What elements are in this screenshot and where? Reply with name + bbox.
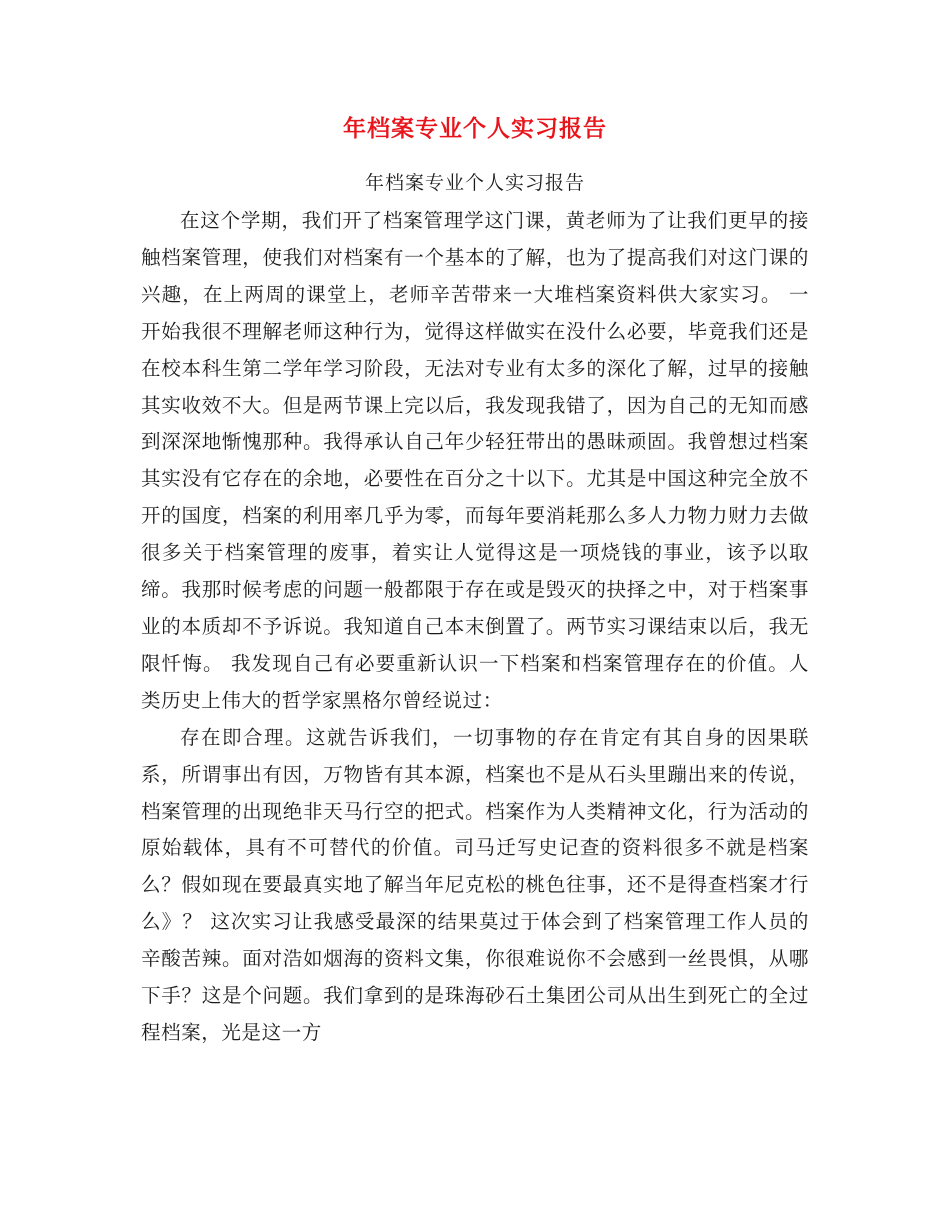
document-subtitle: 年档案专业个人实习报告 — [364, 172, 585, 194]
body-paragraph-2: 存在即合理。这就告诉我们，一切事物的存在肯定有其自身的因果联系，所谓事出有因，万物皆有其本源，档案也不是从石头里蹦出来的传说，档案管理的出现绝非天马行空的把式。档案作为人类精神文化，行为活动的原始载体，具有不可替代的价值。司马迁写史记查的资料很多不就是档案么？假如现在要最真实地了解当年尼克松的桃色往事，还不是得查档案才行么》？ 这次实习让我感受最深的结果莫过于体会到了档案管理工作人员的辛酸苦辣。面对浩如烟海的资料文集，你很难说你不会感到一丝畏惧，从哪下手？这是个问题。我们拿到的是珠海砂石土集团公司从出生到死亡的全过程档案，光是这一方 — [141, 725, 809, 1044]
body-paragraph-1: 在这个学期，我们开了档案管理学这门课，黄老师为了让我们更早的接触档案管理，使我们对档案有一个基本的了解，也为了提高我们对这门课的兴趣，在上两周的课堂上，老师辛苦带来一大堆档案资料供大家实习。 一开始我很不理解老师这种行为，觉得这样做实在没什么必要，毕竟我们还是在校本科生第二学年学习阶段，无法对专业有太多的深化了解，过早的接触其实收效不大。但是两节课上完以后，我发现我错了，因为自己的无知而感到深深地惭愧那种。我得承认自己年少轻狂带出的愚昧顽固。我曾想过档案其实没有它存在的余地，必要性在百分之十以下。尤其是中国这种完全放不开的国度，档案的利用率几乎为零，而每年要消耗那么多人力物力财力去做很多关于档案管理的废事，着实让人觉得这是一项烧钱的事业，该予以取缔。我那时候考虑的问题一般都限于存在或是毁灭的抉择之中，对于档案事业的本质却不予诉说。我知道自己本末倒置了。两节实习课结束以后，我无限忏悔。 我发现自己有必要重新认识一下档案和档案管理存在的价值。人类历史上伟大的哲学家黑格尔曾经说过： — [141, 209, 809, 712]
document-body — [141, 203, 809, 1052]
document-title: 年档案专业个人实习报告 — [343, 116, 607, 142]
